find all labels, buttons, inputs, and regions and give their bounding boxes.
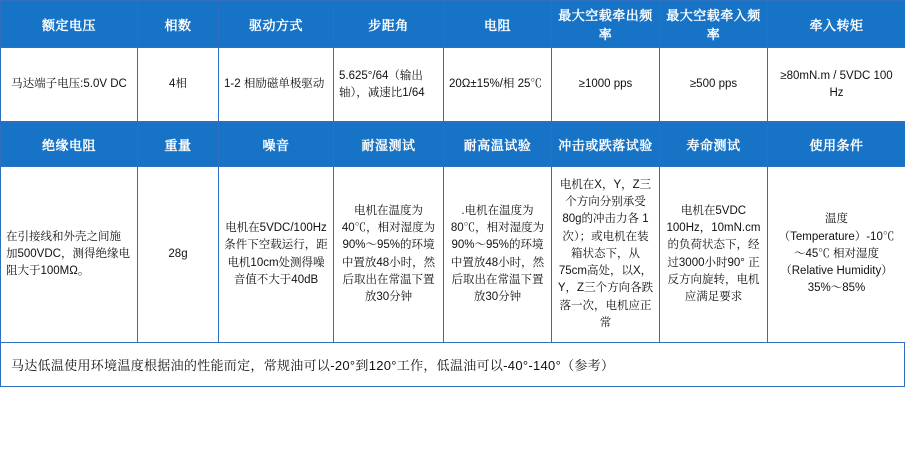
table-header-row-electrical: [1, 1, 905, 48]
header-cell-weight: 重量: [138, 123, 219, 167]
header-cell-phase-count: 相数: [138, 1, 219, 48]
footnote-row: [0, 343, 905, 387]
table-value-row-electrical: [1, 48, 905, 122]
header-cell-drive-mode: 驱动方式: [219, 1, 334, 48]
header-cell-shock-drop-test: 冲击或跌落试验: [552, 123, 660, 167]
header-cell-life-test: 寿命测试: [660, 123, 768, 167]
value-cell-insulation-resistance: 在引接线和外壳之间施加500VDC，测得绝缘电阻大于100MΩ。: [1, 167, 138, 343]
value-cell-operating-conditions: 温度（Temperature）-10℃～45℃ 相对湿度（Relative Humidity） 35%～85%: [768, 167, 905, 343]
value-cell-max-pullout-frequency: ≥1000 pps: [552, 48, 660, 122]
spec-table-electrical: [0, 0, 905, 122]
value-cell-step-angle: 5.625°/64（输出轴），减速比1/64: [334, 48, 444, 122]
value-cell-high-temperature-test: .电机在温度为80℃，相对湿度为90%～95%的环境中置放48小时，然后取出在常温下置放30分钟: [444, 167, 552, 343]
value-cell-phase-count: 4相: [138, 48, 219, 122]
header-cell-humidity-test: 耐湿测试: [334, 123, 444, 167]
header-cell-rated-voltage: 额定电压: [1, 1, 138, 48]
spec-table-environmental: [0, 122, 905, 343]
table-value-row-environmental: [1, 167, 905, 343]
value-cell-shock-drop-test: 电机在X，Y，Z三个方向分别承受80g的冲击力各 1次）；或电机在装箱状态下，从75cm高处，以X，Y，Z三个方向各跌落一次，电机应正常: [552, 167, 660, 343]
header-cell-max-pullin-frequency: 最大空载牵入频率: [660, 1, 768, 48]
header-cell-insulation-resistance: 绝缘电阻: [1, 123, 138, 167]
value-cell-noise: 电机在5VDC/100Hz条件下空载运行，距电机10cm处测得噪音值不大于40dB: [219, 167, 334, 343]
header-cell-noise: 噪音: [219, 123, 334, 167]
header-cell-high-temperature-test: 耐高温试验: [444, 123, 552, 167]
footnote-text: 马达低温使用环境温度根据油的性能而定，常规油可以-20°到120°工作，低温油可以-40°-140°（参考）: [11, 358, 615, 373]
value-cell-weight: 28g: [138, 167, 219, 343]
value-cell-drive-mode: 1-2 相励磁单极驱动: [219, 48, 334, 122]
table-header-row-environmental: [1, 123, 905, 167]
header-cell-resistance: 电阻: [444, 1, 552, 48]
header-cell-pullin-torque: 牵入转矩: [768, 1, 905, 48]
header-cell-step-angle: 步距角: [334, 1, 444, 48]
header-cell-operating-conditions: 使用条件: [768, 123, 905, 167]
value-cell-max-pullin-frequency: ≥500 pps: [660, 48, 768, 122]
value-cell-rated-voltage: 马达端子电压:5.0V DC: [1, 48, 138, 122]
value-cell-resistance: 20Ω±15%/相 25℃: [444, 48, 552, 122]
value-cell-pullin-torque: ≥80mN.m / 5VDC 100 Hz: [768, 48, 905, 122]
header-cell-max-pullout-frequency: 最大空载牵出频率: [552, 1, 660, 48]
value-cell-humidity-test: 电机在温度为40℃，相对湿度为90%～95%的环境中置放48小时，然后取出在常温下置放30分钟: [334, 167, 444, 343]
value-cell-life-test: 电机在5VDC 100Hz，10mN.cm 的负荷状态下，经过3000小时90° 正反方向旋转，电机应满足要求: [660, 167, 768, 343]
